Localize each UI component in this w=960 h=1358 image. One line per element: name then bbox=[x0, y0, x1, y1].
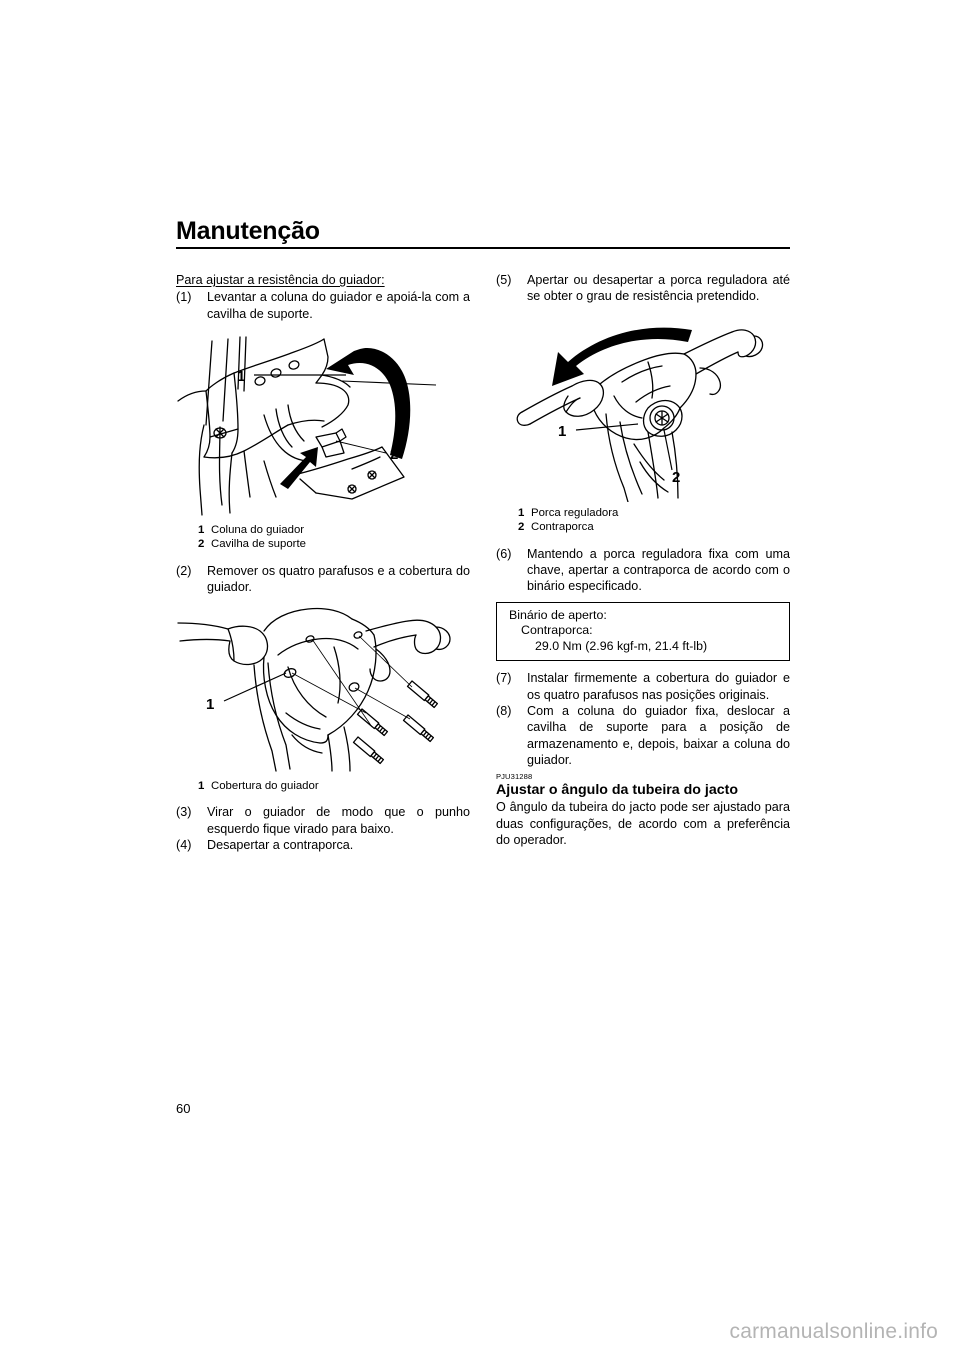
legend-row bbox=[518, 520, 790, 535]
callout-number-1: 1 bbox=[206, 695, 215, 713]
section-body-text: O ângulo da tubeira do jacto pode ser ajustado para duas configurações, de acordo com a preferência do operador. bbox=[496, 800, 790, 847]
step-number: (7) bbox=[496, 671, 512, 686]
insert-arrow bbox=[280, 447, 318, 489]
legend-number: 1 bbox=[198, 779, 205, 792]
step-item bbox=[496, 703, 790, 768]
legend-row bbox=[198, 523, 470, 538]
legend-label: Cavilha de suporte bbox=[211, 538, 306, 551]
step-item bbox=[496, 670, 790, 703]
step-item bbox=[176, 837, 470, 853]
torque-specification-box bbox=[496, 602, 790, 662]
step-text: Instalar firmemente a cobertura do guiador e os quatro parafusos nas posições originais. bbox=[527, 671, 790, 702]
legend-label: Porca reguladora bbox=[531, 506, 619, 519]
page-title: Manutenção bbox=[176, 217, 320, 245]
section-heading: Ajustar o ângulo da tubeira do jacto bbox=[496, 782, 738, 799]
legend-number: 2 bbox=[518, 521, 525, 534]
site-watermark: carmanualsonline.info bbox=[729, 1320, 938, 1343]
step-text: Desapertar a contraporca. bbox=[207, 837, 354, 852]
step-number: (4) bbox=[176, 837, 192, 852]
right-column bbox=[496, 272, 790, 848]
figure2-legend bbox=[198, 779, 470, 794]
callout-number-1: 1 bbox=[237, 367, 246, 385]
step-text: Com a coluna do guiador fixa, deslocar a cavilha de suporte para a posição de armazenamento e, depois, baixar a coluna do guiador. bbox=[527, 704, 790, 767]
step-text: Apertar ou desapertar a porca reguladora até se obter o grau de resistência pretendido. bbox=[527, 273, 790, 304]
header-divider bbox=[176, 247, 790, 249]
handlebar-cover-screws-illustration bbox=[176, 603, 470, 775]
rotation-arrow bbox=[552, 327, 692, 385]
step-text: Virar o guiador de modo que o punho esquerdo fique virado para baixo. bbox=[207, 805, 470, 836]
step-number: (1) bbox=[176, 290, 192, 305]
legend-row bbox=[198, 779, 470, 794]
adjusting-nut-locknut-illustration bbox=[496, 312, 790, 502]
left-column bbox=[176, 272, 470, 853]
callout-leader-2 bbox=[664, 430, 672, 470]
step-item bbox=[176, 289, 470, 322]
callout-number-2: 2 bbox=[672, 468, 681, 486]
step-number: (3) bbox=[176, 805, 192, 820]
step-number: (6) bbox=[496, 546, 512, 561]
screw-leader-lines bbox=[292, 636, 412, 727]
legend-number: 1 bbox=[518, 506, 525, 519]
figure1-legend bbox=[198, 523, 470, 552]
legend-label: Coluna do guiador bbox=[211, 523, 305, 536]
step-number: (5) bbox=[496, 273, 512, 287]
torque-box-line-2: Contraporca: bbox=[521, 623, 593, 638]
step-item bbox=[496, 272, 790, 305]
steering-column-support-pin-illustration bbox=[176, 329, 470, 519]
legend-label: Cobertura do guiador bbox=[211, 779, 319, 792]
legend-label: Contraporca bbox=[531, 521, 594, 534]
step-item bbox=[496, 546, 790, 595]
legend-row bbox=[198, 537, 470, 552]
section-intro-left: Para ajustar a resistência do guiador: bbox=[176, 273, 385, 287]
callout-number-1: 1 bbox=[558, 422, 567, 440]
legend-number: 2 bbox=[198, 538, 205, 551]
figure-steering-column bbox=[176, 329, 470, 519]
figure-handlebar-cover bbox=[176, 603, 470, 775]
page-number: 60 bbox=[176, 1101, 191, 1116]
rotation-arrow-right bbox=[326, 348, 410, 459]
page-header bbox=[176, 218, 790, 249]
section-reference-code: PJU31288 bbox=[496, 772, 533, 782]
torque-box-line-3: 29.0 Nm (2.96 kgf-m, 21.4 ft-lb) bbox=[535, 638, 708, 653]
step-item bbox=[176, 563, 470, 596]
torque-box-line-1: Binário de aperto: bbox=[509, 607, 607, 622]
legend-number: 1 bbox=[198, 523, 205, 536]
step-text: Remover os quatro parafusos e a cobertura do guiador. bbox=[207, 564, 470, 595]
legend-row bbox=[518, 506, 790, 521]
step-number: (2) bbox=[176, 564, 192, 579]
step-text: Mantendo a porca reguladora fixa com uma chave, apertar a contraporca de acordo com o binário especificado. bbox=[527, 546, 790, 594]
figure-adjusting-nut bbox=[496, 312, 790, 502]
step-item bbox=[176, 804, 470, 837]
figure3-legend bbox=[518, 506, 790, 535]
step-number: (8) bbox=[496, 704, 512, 719]
step-text: Levantar a coluna do guiador e apoiá-la com a cavilha de suporte. bbox=[207, 290, 470, 321]
